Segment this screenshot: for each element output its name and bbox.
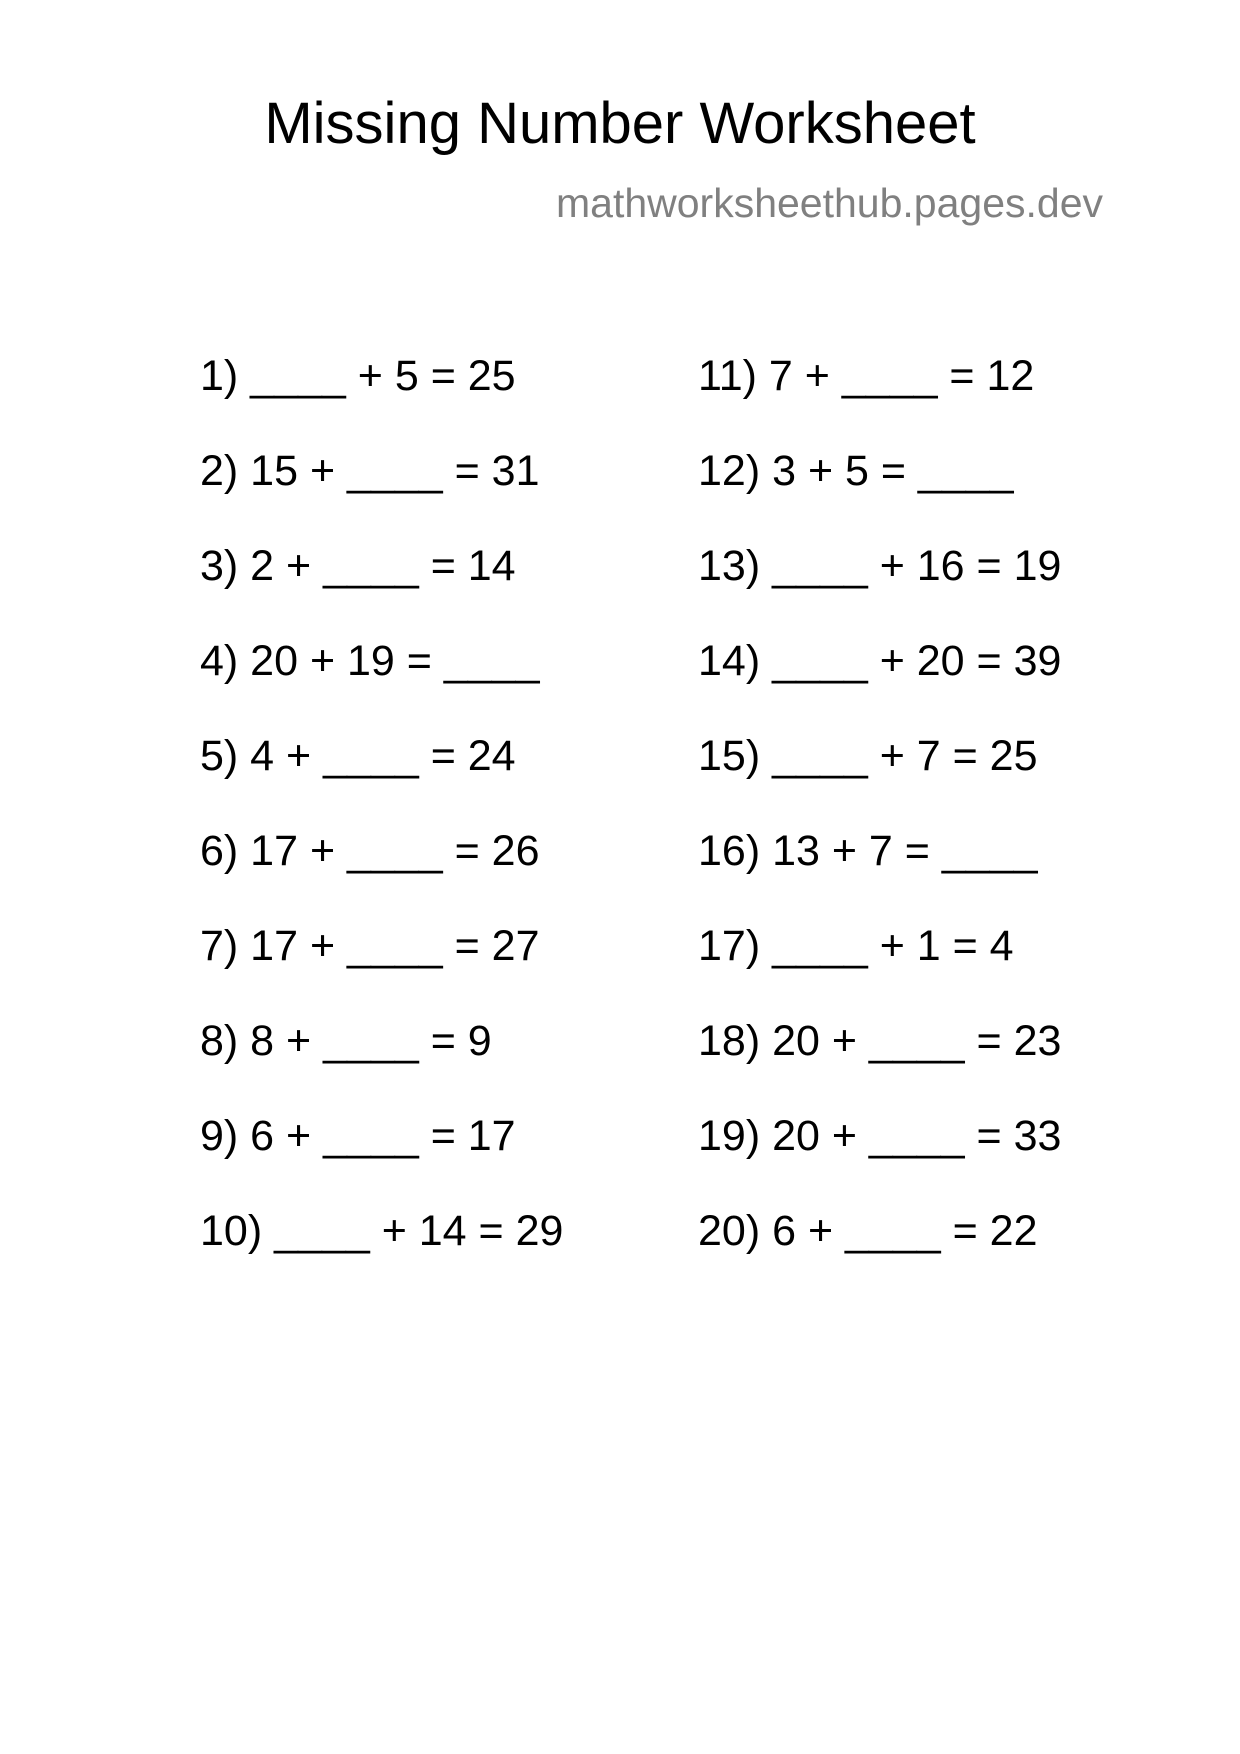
problem-2: 2) 15 + ____ = 31 xyxy=(200,447,540,495)
problem-19: 19) 20 + ____ = 33 xyxy=(698,1112,1062,1160)
problem-13: 13) ____ + 16 = 19 xyxy=(698,542,1062,590)
problem-15: 15) ____ + 7 = 25 xyxy=(698,732,1038,780)
problem-8: 8) 8 + ____ = 9 xyxy=(200,1017,492,1065)
problem-14: 14) ____ + 20 = 39 xyxy=(698,637,1062,685)
problem-4: 4) 20 + 19 = ____ xyxy=(200,637,540,685)
problem-3: 3) 2 + ____ = 14 xyxy=(200,542,516,590)
problem-10: 10) ____ + 14 = 29 xyxy=(200,1207,564,1255)
problem-1: 1) ____ + 5 = 25 xyxy=(200,352,516,400)
source-url: mathworksheethub.pages.dev xyxy=(555,180,1103,226)
problem-17: 17) ____ + 1 = 4 xyxy=(698,922,1014,970)
problem-16: 16) 13 + 7 = ____ xyxy=(698,827,1038,875)
problem-9: 9) 6 + ____ = 17 xyxy=(200,1112,516,1160)
problem-11: 11) 7 + ____ = 12 xyxy=(698,352,1035,400)
problem-18: 18) 20 + ____ = 23 xyxy=(698,1017,1062,1065)
problem-6: 6) 17 + ____ = 26 xyxy=(200,827,540,875)
problem-20: 20) 6 + ____ = 22 xyxy=(698,1207,1038,1255)
problem-5: 5) 4 + ____ = 24 xyxy=(200,732,516,780)
worksheet-title: Missing Number Worksheet xyxy=(264,91,976,156)
problem-12: 12) 3 + 5 = ____ xyxy=(698,447,1014,495)
problem-7: 7) 17 + ____ = 27 xyxy=(200,922,540,970)
